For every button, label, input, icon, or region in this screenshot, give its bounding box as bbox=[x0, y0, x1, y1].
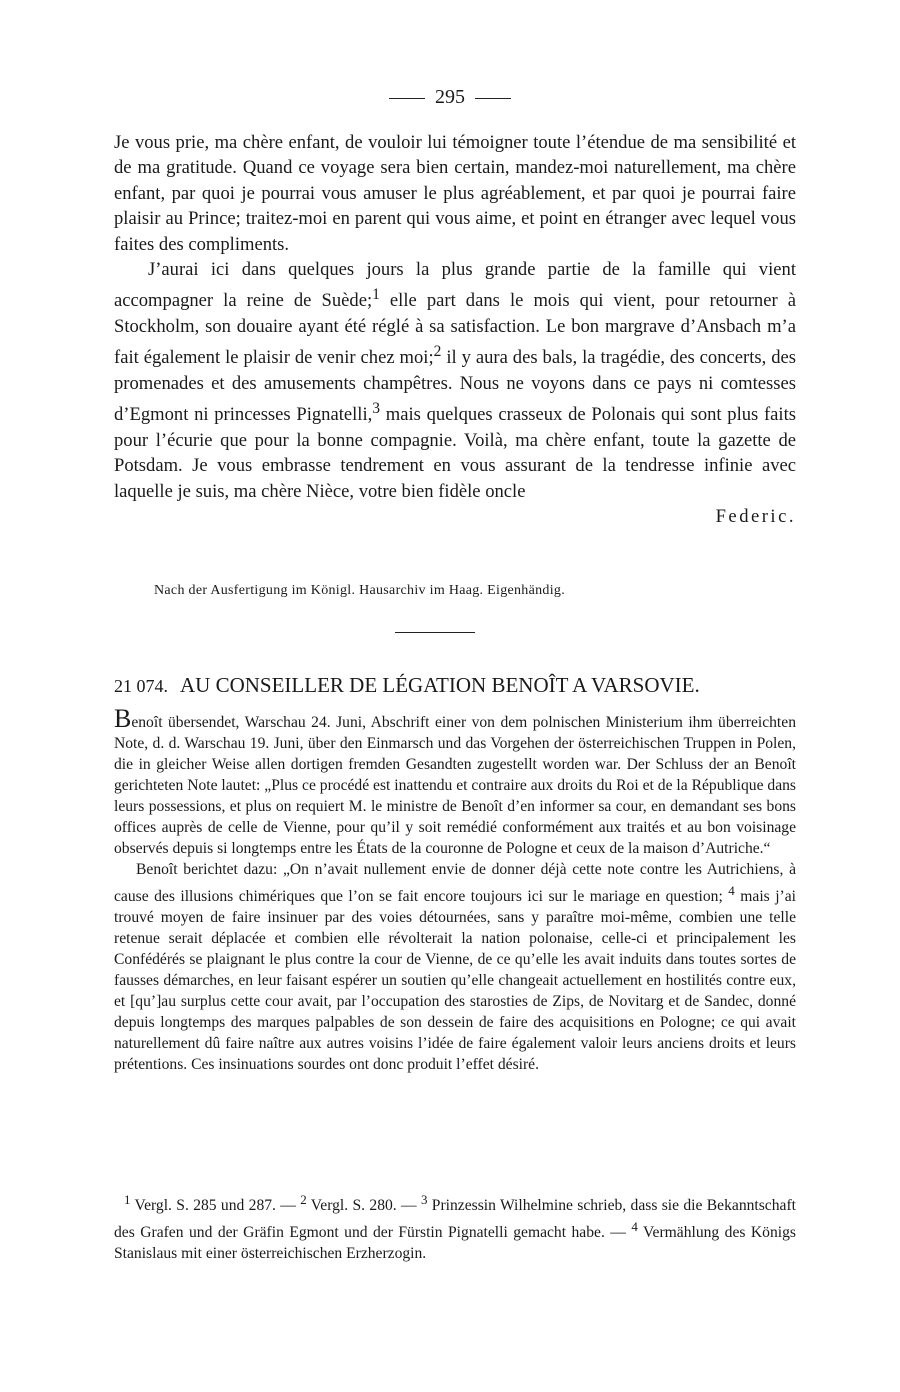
footnote-marker: 4 bbox=[728, 883, 735, 898]
body-paragraph-1 bbox=[114, 704, 796, 859]
section-title: AU CONSEILLER DE LÉGATION BENOÎT A VARSOVIE. bbox=[180, 673, 700, 697]
running-head bbox=[0, 86, 900, 109]
letter-paragraph-2 bbox=[114, 257, 796, 504]
letter-text-run: mais quelques crasseux de Polonais qui sont plus faits pour l’écurie que pour la bonne compagnie. Voilà, ma chère enfant, toute la gazette de Potsdam. Je vous embrasse tendrement en vous assurant de la tendresse infinie avec laquelle je suis, ma chère Nièce, votre bien fidèle oncle bbox=[114, 404, 796, 502]
document-number: 21 074. bbox=[114, 676, 168, 696]
initial-letter: B bbox=[114, 704, 132, 733]
body-text-run: mais j’ai trouvé moyen de faire insinuer par des voies détournées, sans y paraître moi-même, combien une telle retenue serait déplacée et combien elle révolterait la nation polonaise, celle-ci et principalement les Confédérés se plaignant le plus contre la cour de Vienne, de ce qu’elle les avait induits dans toutes sortes de fausses démarches, en leur faisant espérer un soutien qu’elle changeait actuellement en hostilités contre eux, et [qu’]au surplus cette cour avait, par l’occupation des starosties de Zips, de Novitarg et de Sandec, donné depuis longtemps des marques palpables de son dessein de faire des acquisitions en Pologne; ce qui avait naturellement dû faire naître aux autres voisins l’idée de faire également valoir leurs anciens droits et leurs prétentions. Ces insinuations sourdes ont donc produit l’effet désiré. bbox=[114, 888, 796, 1074]
footnote-number: 2 bbox=[300, 1192, 307, 1207]
footnote-number: 4 bbox=[631, 1219, 638, 1235]
footnote-number: 1 bbox=[124, 1192, 131, 1207]
body-text-run: Benoît berichtet dazu: „On n’avait nullement envie de donner déjà cette note contre les Autrichiens, à cause des illusions chimériques que l’on se fait encore toujours ici sur le mariage en question; bbox=[114, 861, 796, 906]
footnote-text: Vergl. S. 280. — bbox=[306, 1197, 421, 1215]
footnotes bbox=[114, 1189, 796, 1264]
header-dash-left bbox=[389, 98, 425, 99]
section-body bbox=[114, 704, 796, 1075]
source-note: Nach der Ausfertigung im Königl. Hausarchiv im Haag. Eigenhändig. bbox=[154, 583, 566, 598]
section-heading bbox=[114, 673, 814, 698]
body-paragraph-2 bbox=[114, 859, 796, 1075]
header-dash-right bbox=[475, 98, 511, 99]
footnote-block bbox=[114, 1189, 796, 1264]
footnote-number: 3 bbox=[420, 1192, 428, 1207]
body-text-run: enoît übersendet, Warschau 24. Juni, Abschrift einer von dem polnischen Ministerium ihm überreichten Note, d. d. Warschau 19. Juni, über den Einmarsch und das Vorgehen der österreichischen Truppen in Polen, die in gleicher Weise allen dortigen fremden Gesandten zugestellt worden war. Der Schluss der an Benoît gerichteten Note lautet: „Plus ce procédé est inattendu et contraire aux droits du Roi et de la République dans leurs possessions, et plus on requiert M. le ministre de Benoît d’en informer sa cour, en demandant ses bons offices auprès de celle de Vienne, pour qu’il y soit remédié conformément aux traités et au bon voisinage observés depuis si longtemps entre les États de la couronne de Pologne et ceux de la maison d’Autriche.“ bbox=[114, 714, 796, 857]
footnote-marker: 2 bbox=[433, 343, 442, 361]
page-number: 295 bbox=[435, 86, 465, 108]
letter-paragraph-1: Je vous prie, ma chère enfant, de vouloir lui témoigner toute l’étendue de ma sensibilité et de ma gratitude. Quand ce voyage sera bien certain, mandez-moi naturellement, ma chère enfant, par quoi je pourrai vous amuser le plus agréablement, et par quoi je pourrai faire plaisir au Prince; traitez-moi en parent qui vous aime, et point en étranger avec lequel vous faites des compliments. bbox=[114, 132, 796, 255]
footnote-marker: 1 bbox=[372, 286, 380, 304]
footnote-text: Vergl. S. 285 und 287. — bbox=[130, 1197, 301, 1215]
letter-text-run: J’aurai ici dans quelques jours la plus grande partie de la famille qui vient accompagner la reine de Suède; bbox=[114, 259, 796, 312]
footnote-marker: 3 bbox=[372, 400, 381, 418]
letter-text-run: il y aura des bals, la tragédie, des concerts, des promenades et des amusements champêtres. Nous ne voyons dans ce pays ni comtesses d’Egmont ni princesses Pignatelli, bbox=[114, 347, 796, 426]
letter-text-run: elle part dans le mois qui vient, pour retourner à Stockholm, son douaire ayant été réglé à sa satisfaction. Le bon margrave d’Ansbach m’a fait également le plaisir de venir chez moi; bbox=[114, 290, 796, 369]
section-divider bbox=[395, 632, 475, 633]
footnote-text: Vermählung des Königs Stanislaus mit einer österreichischen Erzherzogin. bbox=[114, 1224, 796, 1263]
footnote-text: Prinzessin Wilhelmine schrieb, dass sie die Bekanntschaft des Grafen und der Gräfin Egmont und der Fürstin Pignatelli gemacht habe. — bbox=[114, 1197, 796, 1242]
letter-text bbox=[114, 130, 796, 530]
signature: Federic. bbox=[715, 506, 796, 528]
